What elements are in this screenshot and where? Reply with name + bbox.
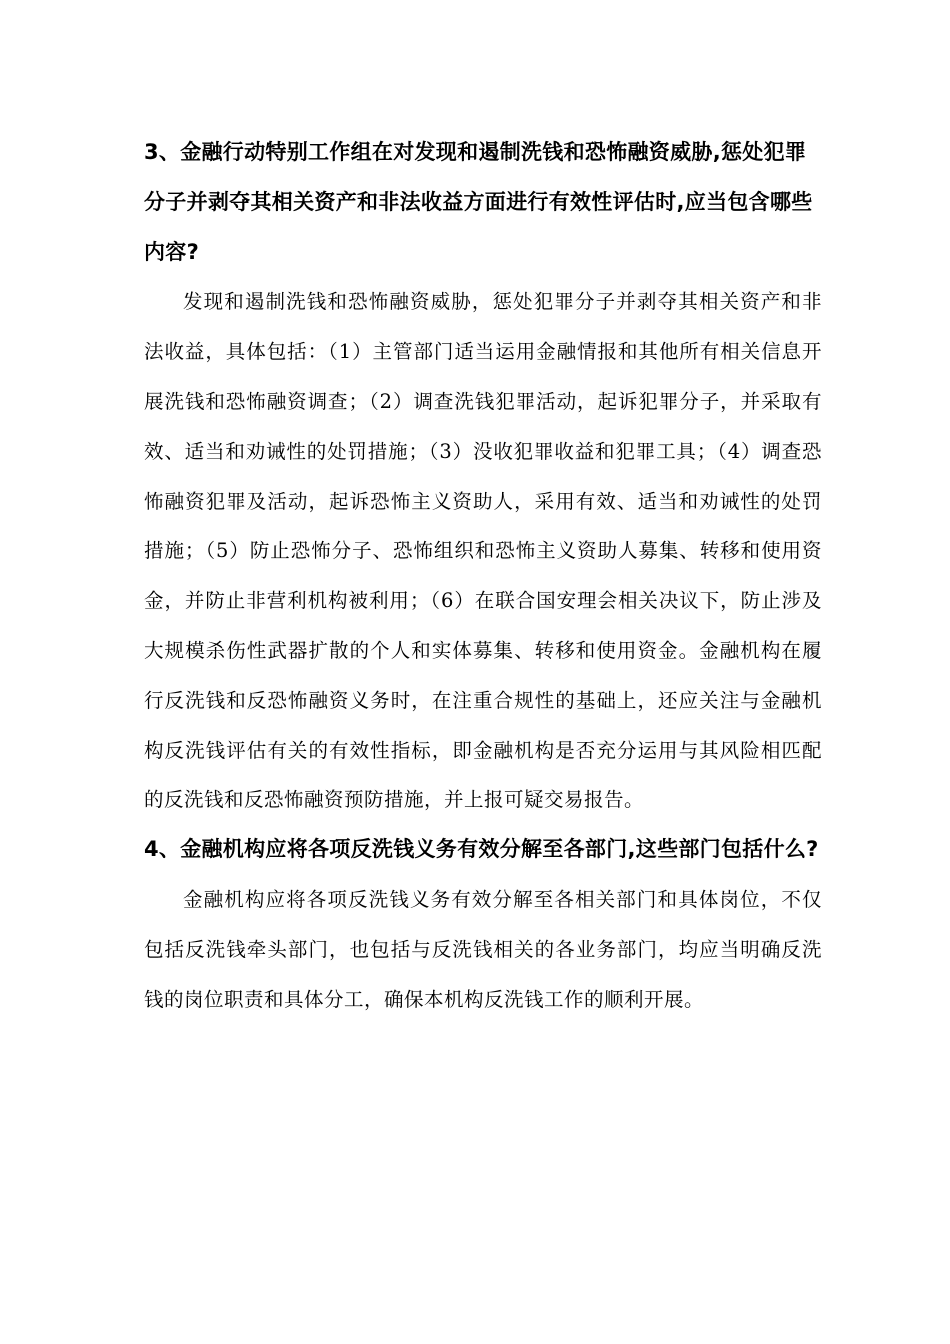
question-4-heading: 4、金融机构应将各项反洗钱义务有效分解至各部门,这些部门包括什么? [144,837,819,862]
document-page [144,128,822,1024]
answer-3-paragraph: 发现和遏制洗钱和恐怖融资威胁，惩处犯罪分子并剥夺其相关资产和非法收益，具体包括：（1）主管部门适当运用金融情报和其他所有相关信息开展洗钱和恐怖融资调查；（2）调查洗钱犯罪活动，起诉犯罪分子，并采取有效、适当和劝诫性的处罚措施；（3）没收犯罪收益和犯罪工具；（4）调查恐怖融资犯罪及活动，起诉恐怖主义资助人，采用有效、适当和劝诫性的处罚措施；（5）防止恐怖分子、恐怖组织和恐怖主义资助人募集、转移和使用资金，并防止非营利机构被利用；（6）在联合国安理会相关决议下，防止涉及大规模杀伤性武器扩散的个人和实体募集、转移和使用资金。金融机构在履行反洗钱和反恐怖融资义务时，在注重合规性的基础上，还应关注与金融机构反洗钱评估有关的有效性指标，即金融机构是否充分运用与其风险相匹配的反洗钱和反恐怖融资预防措施，并上报可疑交易报告。 [144,290,822,812]
question-3-heading: 3、金融行动特别工作组在对发现和遏制洗钱和恐怖融资威胁,惩处犯罪分子并剥夺其相关资产和非法收益方面进行有效性评估时,应当包含哪些内容? [144,140,813,264]
answer-4-paragraph: 金融机构应将各项反洗钱义务有效分解至各相关部门和具体岗位，不仅包括反洗钱牵头部门，也包括与反洗钱相关的各业务部门，均应当明确反洗钱的岗位职责和具体分工，确保本机构反洗钱工作的顺利开展。 [144,887,822,1011]
qa-section-4 [144,825,822,1024]
qa-section-3 [144,128,822,825]
